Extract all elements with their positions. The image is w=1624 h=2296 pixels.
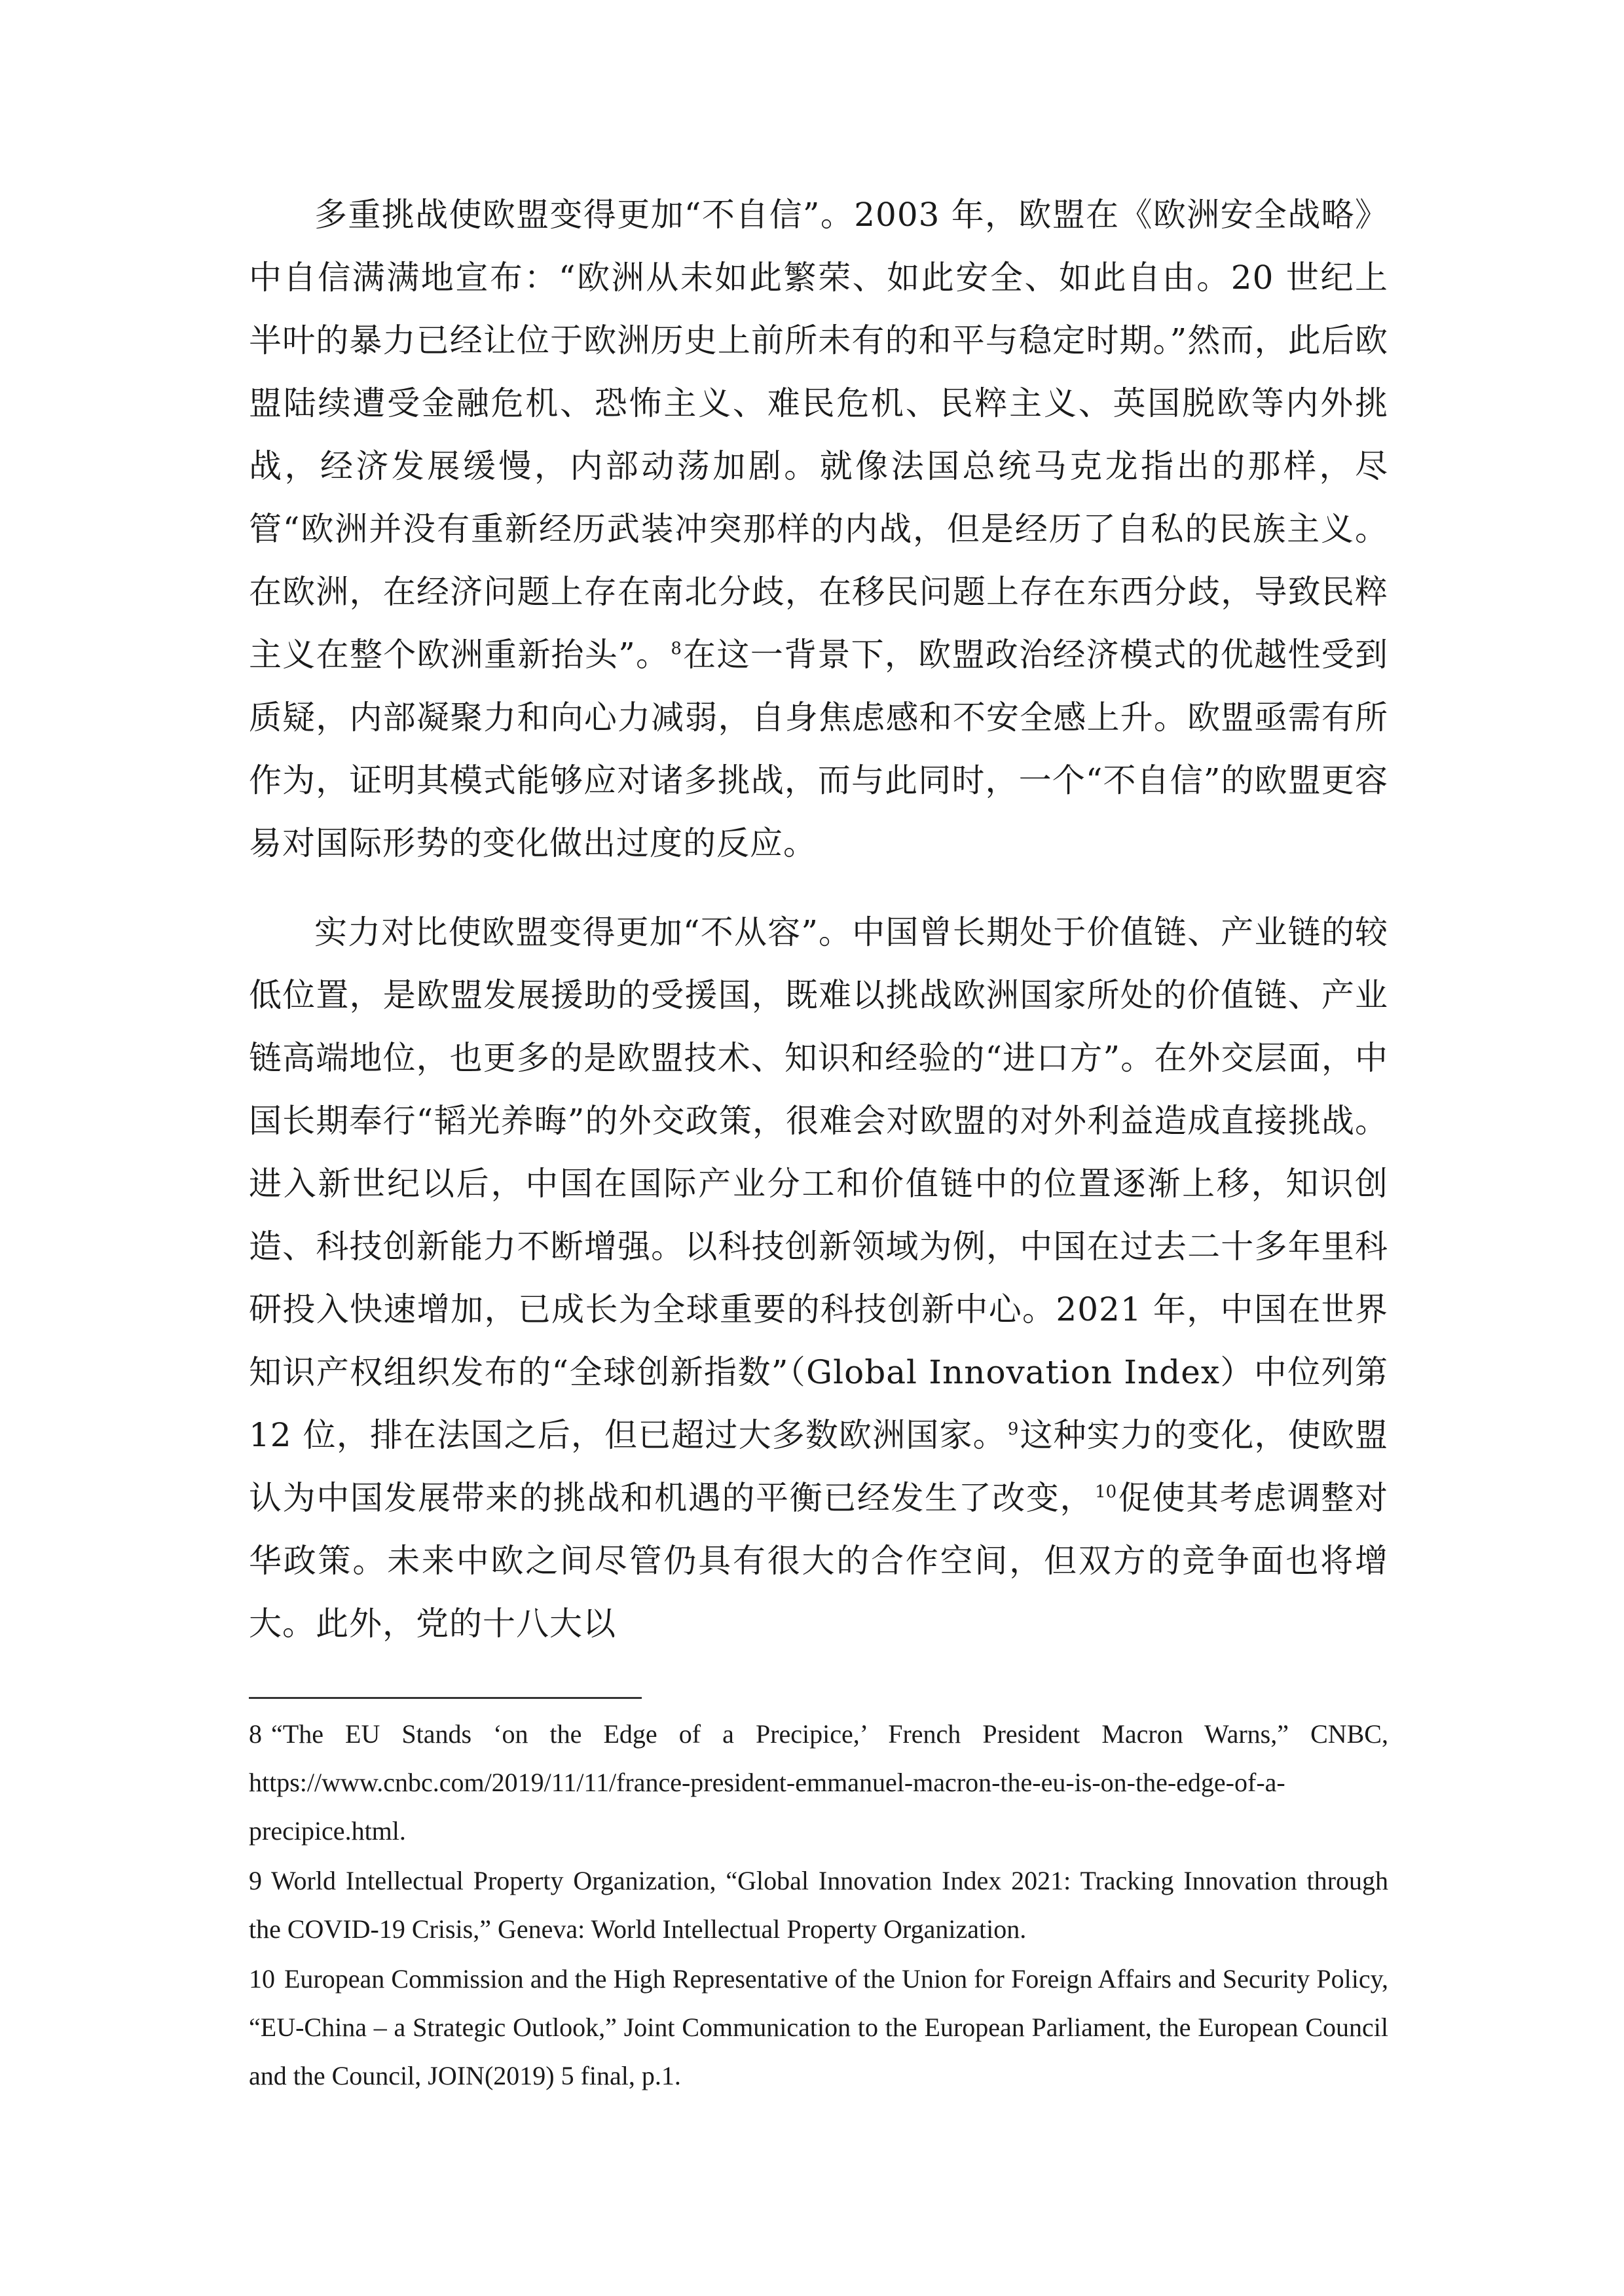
footnote-ref-9[interactable]: 9 [1007,1419,1019,1440]
footnote-text: World Intellectual Property Organization, “Global Innovation Index 2021: Tracking Innovation through the COVID-19 Crisis,” Geneva: World Intellectual Property Organization. [249,1866,1388,1944]
body-paragraph-1 [249,183,1388,875]
footnote-10 [249,1955,1388,2100]
footnote-ref-10[interactable]: 10 [1095,1482,1117,1503]
footnote-number: 9 [249,1866,262,1895]
paragraph-text: 在这一背景下，欧盟政治经济模式的优越性受到质疑，内部凝聚力和向心力减弱，自身焦虑感和不安全感上升。欧盟亟需有所作为，证明其模式能够应对诸多挑战，而与此同时，一个“不自信”的欧盟更容易对国际形势的变化做出过度的反应。 [249,636,1388,862]
paragraph-text: 多重挑战使欧盟变得更加“不自信”。2003 年，欧盟在《欧洲安全战略》中自信满满地宣布：“欧洲从未如此繁荣、如此安全、如此自由。20 世纪上半叶的暴力已经让位于欧洲历史上前所未有的和平与稳定时期。”然而，此后欧盟陆续遭受金融危机、恐怖主义、难民危机、民粹主义、英国脱欧等内外挑战，经济发展缓慢，内部动荡加剧。就像法国总统马克龙指出的那样，尽管“欧洲并没有重新经历武装冲突那样的内战，但是经历了自私的民族主义。在欧洲，在经济问题上存在南北分歧，在移民问题上存在东西分歧，导致民粹主义在整个欧洲重新抬头”。 [249,196,1388,674]
paragraph-text: 这种实力的变化，使欧盟认为中国发展带来的挑战和机遇的平衡已经发生了改变， [249,1416,1389,1517]
paragraph-text: 促使其考虑调整对华政策。未来中欧之间尽管仍具有很大的合作空间，但双方的竞争面也将增大。此外，党的十八大以 [249,1479,1389,1643]
body-paragraph-2 [249,901,1388,1655]
footnote-text: “The EU Stands ‘on the Edge of a Precipice,’ French President Macron Warns,” CNBC, https://www.cnbc.com/2019/11/11/france-president-emmanuel-macron-the-eu-is-on-the-edge-of-a-precipice.html. [249,1719,1388,1846]
document-body [249,183,1388,1655]
footnote-number: 10 [249,1964,275,1994]
footnote-number: 8 [249,1719,262,1749]
footnote-text: European Commission and the High Representative of the Union for Foreign Affairs and Security Policy, “EU-China – a Strategic Outlook,” Joint Communication to the European Parliament, the European Council and the Council, JOIN(2019) 5 final, p.1. [249,1964,1388,2090]
paragraph-text: 实力对比使欧盟变得更加“不从容”。中国曾长期处于价值链、产业链的较低位置，是欧盟发展援助的受援国，既难以挑战欧洲国家所处的价值链、产业链高端地位，也更多的是欧盟技术、知识和经验的“进口方”。在外交层面，中国长期奉行“韬光养晦”的外交政策，很难会对欧盟的对外利益造成直接挑战。进入新世纪以后，中国在国际产业分工和价值链中的位置逐渐上移，知识创造、科技创新能力不断增强。以科技创新领域为例，中国在过去二十多年里科研投入快速增加，已成长为全球重要的科技创新中心。2021 年，中国在世界知识产权组织发布的“全球创新指数”（Global Innovation Index）中位列第 12 位，排在法国之后，但已超过大多数欧洲国家。 [249,913,1388,1454]
footnotes [249,1710,1388,2100]
footnote-8 [249,1710,1388,1855]
footnote-9 [249,1857,1388,1954]
footnote-separator [249,1697,642,1699]
footnote-ref-8[interactable]: 8 [671,639,682,659]
